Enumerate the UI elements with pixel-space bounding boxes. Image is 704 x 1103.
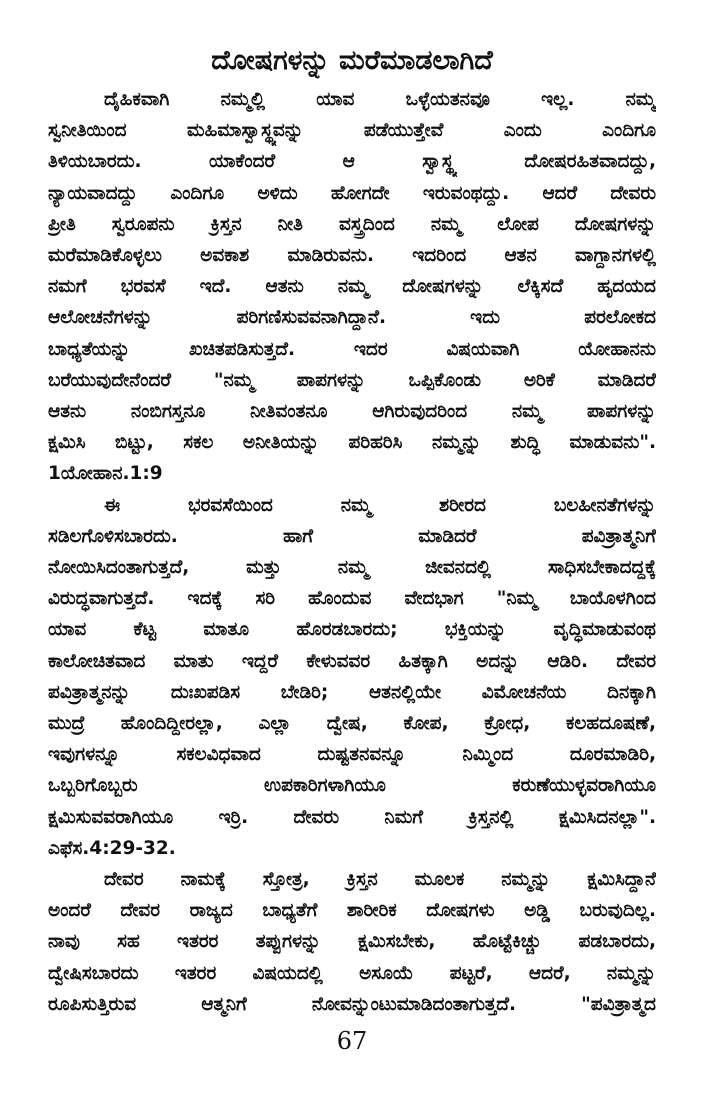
text-line: ಸ್ವನೀತಿಯಿಂದ ಮಹಿಮಾಸ್ವಾಸ್ಥ್ಯವನ್ನು ಪಡೆಯುತ್ತೇವೆ ಎಂದು ಎಂದಿಗೂ [48, 120, 656, 141]
text-line: ಇವುಗಳನ್ನೂ ಸಕಲವಿಧವಾದ ದುಷ್ಟತನವನ್ನೂ ನಿಮ್ಮಿಂದ ದೂರಮಾಡಿರಿ, [48, 744, 656, 765]
bible-reference: ಎಫೆಸ.4:29-32. [48, 838, 176, 859]
text-line: ನಾವು ಸಹ ಇತರರ ತಪ್ಪುಗಳನ್ನು ಕ್ಷಮಿಸಬೇಕು, ಹೊಟ್ಟೆಕಿಚ್ಚು ಪಡಬಾರದು, [48, 931, 656, 952]
text-line: ಪ್ರೀತಿ ಸ್ವರೂಪನು ಕ್ರಿಸ್ತನ ನೀತಿ ವಸ್ತ್ರದಿಂದ ನಮ್ಮ ಲೋಪ ದೋಷಗಳನ್ನು [48, 214, 656, 235]
text-line: ನೋಯಿಸಿದಂತಾಗುತ್ತದೆ, ಮತ್ತು ನಮ್ಮ ಜೀವನದಲ್ಲಿ ಸಾಧಿಸಬೇಕಾದದ್ದಕ್ಕೆ [48, 557, 656, 578]
text-line: ವಿರುದ್ಧವಾಗುತ್ತದೆ. ಇದಕ್ಕೆ ಸರಿ ಹೊಂದುವ ವೇದಭಾಗ "ನಿಮ್ಮ ಬಾಯೊಳಗಿಂದ [48, 588, 656, 609]
bible-reference: 1ಯೋಹಾನ.1:9 [48, 463, 163, 484]
text-line: ಈ ಭರವಸೆಯಿಂದ ನಮ್ಮ ಶರೀರದ ಬಲಹೀನತೆಗಳನ್ನು [104, 495, 656, 516]
text-line: ಅಂದರೆ ದೇವರ ರಾಜ್ಯದ ಬಾಧ್ಯತೆಗೆ ಶಾರೀರಿಕ ದೋಷಗಳು ಅಡ್ಡಿ ಬರುವುದಿಲ್ಲ. [48, 900, 656, 921]
text-line: ಯಾವ ಕೆಟ್ಟ ಮಾತೂ ಹೊರಡಬಾರದು; ಭಕ್ತಿಯನ್ನು ವೃದ್ಧಿಮಾಡುವಂಥ [48, 619, 656, 640]
text-line: ಒಬ್ಬರಿಗೊಬ್ಬರು ಉಪಕಾರಿಗಳಾಗಿಯೂ ಕರುಣೆಯುಳ್ಳವರಾಗಿಯೂ [48, 775, 656, 796]
text-line: ದ್ವೇಷಿಸಬಾರದು ಇತರರ ವಿಷಯದಲ್ಲಿ ಅಸೂಯೆ ಪಟ್ಟರೆ, ಆದರೆ, ನಮ್ಮನ್ನು [48, 963, 656, 984]
text-line: ನ್ಯಾಯವಾದದ್ದು ಎಂದಿಗೂ ಅಳಿದು ಹೋಗದೇ ಇರುವಂಥದ್ದು. ಆದರೆ ದೇವರು [48, 183, 656, 204]
page-title: ದೋಷಗಳನ್ನು ಮರೆಮಾಡಲಾಗಿದೆ [211, 45, 493, 76]
page-number: 67 [336, 1027, 368, 1055]
text-line: ಬಾಧ್ಯತೆಯನ್ನು ಖಚಿತಪಡಿಸುತ್ತದೆ. ಇದರ ವಿಷಯವಾಗಿ ಯೋಹಾನನು [48, 339, 656, 360]
text-line: ಆಲೋಚನೆಗಳನ್ನು ಪರಿಗಣಿಸುವವನಾಗಿದ್ದಾನೆ. ಇದು ಪರಲೋಕದ [48, 307, 656, 328]
text-line: ಬರೆಯುವುದೇನೆಂದರೆ "ನಮ್ಮ ಪಾಪಗಳನ್ನು ಒಪ್ಪಿಕೊಂಡು ಅರಿಕೆ ಮಾಡಿದರೆ [48, 370, 656, 391]
text-line: ಪವಿತ್ರಾತ್ಮನನ್ನು ದುಃಖಪಡಿಸ ಬೇಡಿರಿ; ಆತನಲ್ಲಿಯೇ ವಿಮೋಚನೆಯ ದಿನಕ್ಕಾಗಿ [48, 682, 656, 703]
text-line: ತಿಳಿಯಬಾರದು. ಯಾಕೆಂದರೆ ಆ ಸ್ವಾಸ್ಥ್ಯ ದೋಷರಹಿತವಾದದ್ದು, [48, 151, 656, 172]
text-line: ಮುದ್ರೆ ಹೊಂದಿದ್ದೀರಲ್ಲಾ, ಎಲ್ಲಾ ದ್ವೇಷ, ಕೋಪ, ಕ್ರೋಧ, ಕಲಹದೂಷಣೆ, [48, 713, 656, 734]
text-line: ಕ್ಷಮಿಸಿ ಬಿಟ್ಟು, ಸಕಲ ಅನೀತಿಯನ್ನು ಪರಿಹರಿಸಿ ನಮ್ಮನ್ನು ಶುದ್ಧಿ ಮಾಡುವನು". [48, 432, 656, 453]
text-line: ಆತನು ನಂಬಿಗಸ್ತನೂ ನೀತಿವಂತನೂ ಆಗಿರುವುದರಿಂದ ನಮ್ಮ ಪಾಪಗಳನ್ನು [48, 401, 656, 422]
text-line: ದೈಹಿಕವಾಗಿ ನಮ್ಮಲ್ಲಿ ಯಾವ ಒಳ್ಳೆಯತನವೂ ಇಲ್ಲ. ನಮ್ಮ [104, 89, 656, 110]
text-line: ದೇವರ ನಾಮಕ್ಕೆ ಸ್ತೋತ್ರ, ಕ್ರಿಸ್ತನ ಮೂಲಕ ನಮ್ಮನ್ನು ಕ್ಷಮಿಸಿದ್ದಾನೆ [104, 869, 656, 890]
text-line: ಮರೆಮಾಡಿಕೊಳ್ಳಲು ಅವಕಾಶ ಮಾಡಿರುವನು. ಇದರಿಂದ ಆತನ ವಾಗ್ದಾನಗಳಲ್ಲಿ [48, 245, 656, 266]
text-line: ನಮಗೆ ಭರವಸೆ ಇದೆ. ಆತನು ನಮ್ಮ ದೋಷಗಳನ್ನು ಲೆಕ್ಕಿಸದೆ ಹೃದಯದ [48, 276, 656, 297]
text-line: ಸಡಿಲಗೊಳಿಸಬಾರದು. ಹಾಗೆ ಮಾಡಿದರೆ ಪವಿತ್ರಾತ್ಮನಿಗೆ [48, 526, 656, 547]
text-line: ಕಾಲೋಚಿತವಾದ ಮಾತು ಇದ್ದರೆ ಕೇಳುವವರ ಹಿತಕ್ಕಾಗಿ ಅದನ್ನು ಆಡಿರಿ. ದೇವರ [48, 651, 656, 672]
text-line: ರೂಪಿಸುತ್ತಿರುವ ಆತ್ಮನಿಗೆ ನೋವನ್ನುಂಟುಮಾಡಿದಂತಾಗುತ್ತದೆ. "ಪವಿತ್ರಾತ್ಮದ [48, 994, 656, 1015]
text-line: ಕ್ಷಮಿಸುವವರಾಗಿಯೂ ಇರ್ರಿ. ದೇವರು ನಿಮಗೆ ಕ್ರಿಸ್ತನಲ್ಲಿ ಕ್ಷಮಿಸಿದನಲ್ಲಾ". [48, 807, 656, 828]
